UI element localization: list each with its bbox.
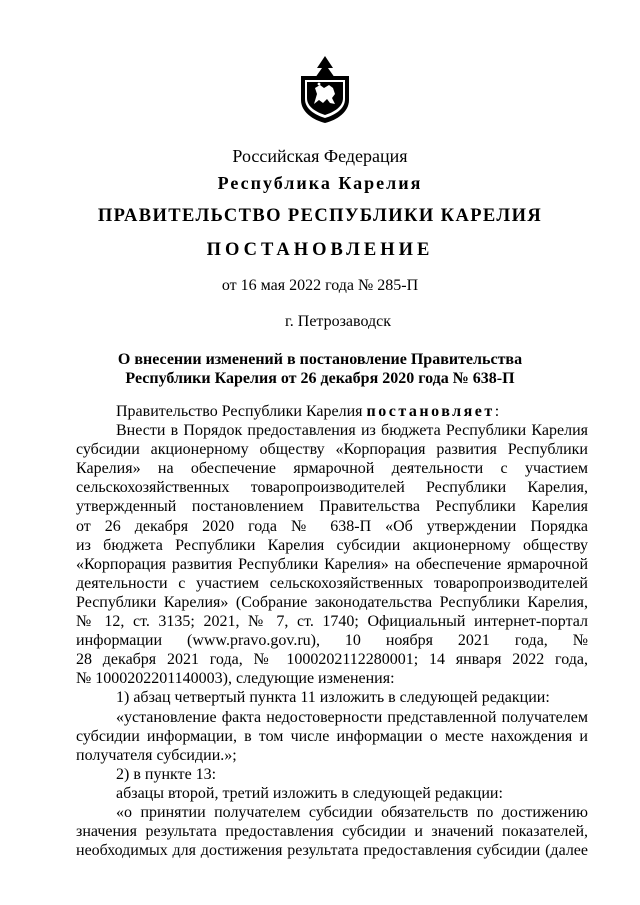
body-line: 28 декабря 2021 года, № 1000202112280001; 14 января 2022 года,	[76, 651, 588, 669]
body-line: утвержденный постановлением Правительства Республики Карелия	[76, 498, 588, 516]
body-line: «Корпорация развития Республики Карелия» на обеспечение ярмарочной	[76, 555, 588, 573]
country-name: Российская Федерация	[232, 146, 408, 166]
body-line: «установление факта недостоверности представленной получателем	[116, 708, 588, 726]
republic-name: Республика Карелия	[217, 173, 423, 193]
subject-line: О внесении изменений в постановление Правительства	[117, 351, 523, 368]
body-line: 2) в пункте 13:	[116, 765, 217, 783]
body-line: «о принятии получателем субсидии обязательств по достижению	[116, 803, 588, 821]
body-line: необходимых для достижения результата предоставления субсидии (далее	[76, 842, 588, 860]
body-line: Внести в Порядок предоставления из бюджета Республики Карелия	[116, 422, 588, 440]
body-line: абзацы второй, третий изложить в следующей редакции:	[116, 784, 503, 802]
body-line	[76, 402, 588, 421]
body-text: Правительство Республики Карелия	[116, 403, 367, 420]
body-line: от 26 декабря 2020 года № 638-П «Об утверждении Порядка	[76, 517, 588, 535]
body-line: сельскохозяйственных товаропроизводителей Республики Карелия,	[76, 479, 588, 497]
document-subject	[100, 350, 540, 388]
body-line: 1) абзац четвертый пункта 11 изложить в следующей редакции:	[116, 689, 550, 707]
document-body	[76, 402, 588, 860]
body-line: субсидии информации, в том числе информации о месте нахождения и	[76, 727, 588, 745]
body-text: :	[494, 403, 500, 420]
body-line: значения результата предоставления субсидии и значений показателей,	[76, 823, 588, 841]
body-line: № 12, ст. 3135; 2021, № 7, ст. 1740; Официальный интернет-портал	[76, 613, 588, 631]
body-line: субсидии акционерному обществу «Корпорация развития Республики	[76, 441, 588, 459]
body-line: деятельности с участием сельскохозяйственных товаропроизводителей	[76, 574, 588, 592]
city: г. Петрозаводск	[285, 313, 392, 330]
document-type: ПОСТАНОВЛЕНИЕ	[206, 240, 434, 260]
body-line: Республики Карелия» (Собрание законодательства Республики Карелия,	[76, 593, 588, 611]
government-title: ПРАВИТЕЛЬСТВО РЕСПУБЛИКИ КАРЕЛИЯ	[97, 206, 543, 226]
body-line: Карелия» на обеспечение ярмарочной деятельности с участием	[76, 460, 588, 478]
body-line: получателя субсидии.»;	[76, 746, 237, 764]
body-line: из бюджета Республики Карелия субсидии акционерному обществу	[76, 536, 588, 554]
subject-line: Республики Карелия от 26 декабря 2020 года № 638-П	[125, 370, 515, 387]
date-number: от 16 мая 2022 года № 285-П	[221, 277, 419, 294]
karelia-coat-of-arms-icon	[297, 54, 353, 124]
resolution-word: постановляет	[366, 403, 495, 420]
body-line: информации (www.pravo.gov.ru), 10 ноября 2021 года, №	[76, 632, 588, 650]
body-line: № 1000202201140003), следующие изменения:	[76, 670, 395, 688]
